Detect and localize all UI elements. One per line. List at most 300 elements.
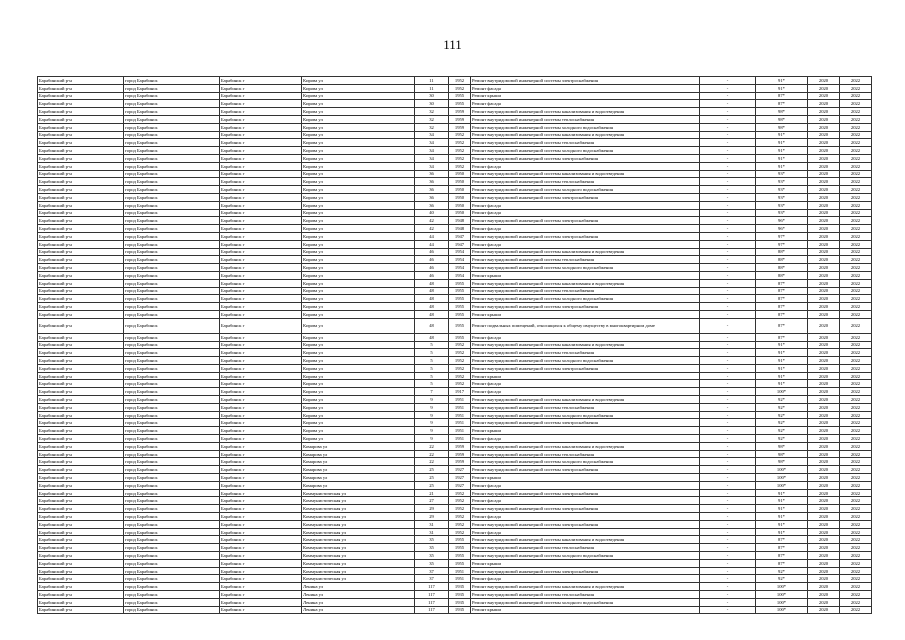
- cell-year-from: 2020: [808, 77, 840, 85]
- cell-street: Коммунистическая ул: [302, 552, 415, 560]
- cell-house: 35: [415, 559, 449, 567]
- cell-settlement: город Барабинск: [124, 256, 220, 264]
- cell-dash: -: [700, 193, 756, 201]
- cell-settlement: город Барабинск: [124, 108, 220, 116]
- cell-work-type: Ремонт внутридомовой инженерной системы канализования и водоотведения: [471, 170, 700, 178]
- cell-year-from: 2020: [808, 123, 840, 131]
- cell-locality: Барабинск г: [220, 559, 302, 567]
- cell-dash: -: [700, 559, 756, 567]
- cell-year-to: 2022: [840, 466, 872, 474]
- cell-work-type: Ремонт фасада: [471, 388, 700, 396]
- table-row: [38, 591, 872, 599]
- cell-wear: 93*: [756, 209, 808, 217]
- table-row: [38, 458, 872, 466]
- cell-year: 1955: [449, 303, 471, 311]
- cell-year-from: 2020: [808, 170, 840, 178]
- cell-dash: -: [700, 427, 756, 435]
- cell-district: Барабинский р-н: [38, 115, 124, 123]
- cell-dash: -: [700, 536, 756, 544]
- cell-street: Коммунистическая ул: [302, 513, 415, 521]
- cell-year-from: 2020: [808, 303, 840, 311]
- cell-work-type: Ремонт внутридомовой инженерной системы холодного водоснабжения: [471, 123, 700, 131]
- cell-locality: Барабинск г: [220, 403, 302, 411]
- cell-year-to: 2022: [840, 559, 872, 567]
- cell-work-type: Ремонт крыши: [471, 474, 700, 482]
- cell-year: 1951: [449, 396, 471, 404]
- cell-year-from: 2020: [808, 357, 840, 365]
- cell-locality: Барабинск г: [220, 318, 302, 333]
- cell-locality: Барабинск г: [220, 435, 302, 443]
- cell-wear: 91*: [756, 341, 808, 349]
- cell-year-to: 2022: [840, 442, 872, 450]
- cell-year-from: 2020: [808, 295, 840, 303]
- cell-district: Барабинский р-н: [38, 552, 124, 560]
- cell-district: Барабинский р-н: [38, 458, 124, 466]
- table-row: [38, 442, 872, 450]
- cell-district: Барабинский р-н: [38, 217, 124, 225]
- cell-year-from: 2020: [808, 544, 840, 552]
- table-row: [38, 240, 872, 248]
- cell-locality: Барабинск г: [220, 536, 302, 544]
- cell-year: 1951: [449, 575, 471, 583]
- cell-locality: Барабинск г: [220, 256, 302, 264]
- cell-year: 1955: [449, 544, 471, 552]
- cell-settlement: город Барабинск: [124, 201, 220, 209]
- cell-district: Барабинский р-н: [38, 341, 124, 349]
- cell-year-from: 2020: [808, 333, 840, 341]
- cell-street: Коммунистическая ул: [302, 536, 415, 544]
- cell-year-from: 2020: [808, 505, 840, 513]
- cell-district: Барабинский р-н: [38, 131, 124, 139]
- table-row: [38, 154, 872, 162]
- table-row: [38, 303, 872, 311]
- cell-district: Барабинский р-н: [38, 232, 124, 240]
- cell-settlement: город Барабинск: [124, 279, 220, 287]
- cell-work-type: Ремонт крыши: [471, 427, 700, 435]
- cell-wear: 87*: [756, 310, 808, 318]
- cell-year: 1935: [449, 591, 471, 599]
- cell-street: Кирова ул: [302, 232, 415, 240]
- cell-wear: 100*: [756, 466, 808, 474]
- cell-locality: Барабинск г: [220, 240, 302, 248]
- cell-locality: Барабинск г: [220, 139, 302, 147]
- cell-dash: -: [700, 357, 756, 365]
- cell-settlement: город Барабинск: [124, 170, 220, 178]
- cell-street: Кирова ул: [302, 271, 415, 279]
- cell-year-from: 2020: [808, 396, 840, 404]
- cell-wear: 100*: [756, 591, 808, 599]
- cell-district: Барабинский р-н: [38, 279, 124, 287]
- cell-district: Барабинский р-н: [38, 318, 124, 333]
- cell-district: Барабинский р-н: [38, 123, 124, 131]
- cell-settlement: город Барабинск: [124, 240, 220, 248]
- cell-district: Барабинский р-н: [38, 303, 124, 311]
- cell-year-to: 2022: [840, 489, 872, 497]
- cell-house: 31: [415, 520, 449, 528]
- cell-work-type: Ремонт внутридомовой инженерной системы холодного водоснабжения: [471, 598, 700, 606]
- cell-settlement: город Барабинск: [124, 357, 220, 365]
- table-row: [38, 349, 872, 357]
- cell-house: 35: [415, 552, 449, 560]
- cell-settlement: город Барабинск: [124, 552, 220, 560]
- table-row: [38, 583, 872, 591]
- cell-street: Коммунистическая ул: [302, 505, 415, 513]
- cell-work-type: Ремонт фасада: [471, 209, 700, 217]
- cell-year-from: 2020: [808, 458, 840, 466]
- cell-wear: 92*: [756, 411, 808, 419]
- cell-district: Барабинский р-н: [38, 271, 124, 279]
- cell-settlement: город Барабинск: [124, 513, 220, 521]
- cell-dash: -: [700, 232, 756, 240]
- cell-settlement: город Барабинск: [124, 474, 220, 482]
- cell-wear: 98*: [756, 442, 808, 450]
- cell-street: Кирова ул: [302, 279, 415, 287]
- cell-wear: 91*: [756, 162, 808, 170]
- cell-work-type: Ремонт внутридомовой инженерной системы электроснабжения: [471, 489, 700, 497]
- cell-district: Барабинский р-н: [38, 606, 124, 614]
- cell-district: Барабинский р-н: [38, 264, 124, 272]
- table-row: [38, 100, 872, 108]
- cell-house: 44: [415, 232, 449, 240]
- cell-year-to: 2022: [840, 380, 872, 388]
- cell-settlement: город Барабинск: [124, 544, 220, 552]
- table-row: [38, 77, 872, 85]
- cell-year-from: 2020: [808, 147, 840, 155]
- cell-house: 5: [415, 341, 449, 349]
- cell-year: 1950: [449, 201, 471, 209]
- cell-locality: Барабинск г: [220, 77, 302, 85]
- cell-year-to: 2022: [840, 372, 872, 380]
- cell-year: 1959: [449, 115, 471, 123]
- cell-district: Барабинский р-н: [38, 84, 124, 92]
- cell-house: 35: [415, 536, 449, 544]
- cell-house: 11: [415, 84, 449, 92]
- cell-street: Кирова ул: [302, 372, 415, 380]
- cell-year: 1952: [449, 139, 471, 147]
- table-row: [38, 147, 872, 155]
- cell-year: 1955: [449, 536, 471, 544]
- cell-wear: 92*: [756, 419, 808, 427]
- cell-wear: 100*: [756, 583, 808, 591]
- table-row: [38, 256, 872, 264]
- cell-district: Барабинский р-н: [38, 544, 124, 552]
- cell-district: Барабинский р-н: [38, 505, 124, 513]
- cell-locality: Барабинск г: [220, 575, 302, 583]
- cell-locality: Барабинск г: [220, 264, 302, 272]
- cell-work-type: Ремонт крыши: [471, 271, 700, 279]
- cell-street: Кирова ул: [302, 225, 415, 233]
- cell-house: 11: [415, 77, 449, 85]
- table-row: [38, 341, 872, 349]
- cell-work-type: Ремонт фасада: [471, 435, 700, 443]
- cell-year: 1952: [449, 349, 471, 357]
- cell-wear: 88*: [756, 264, 808, 272]
- cell-dash: -: [700, 419, 756, 427]
- cell-dash: -: [700, 295, 756, 303]
- cell-work-type: Ремонт внутридомовой инженерной системы электроснабжения: [471, 364, 700, 372]
- cell-work-type: Ремонт фасада: [471, 240, 700, 248]
- cell-dash: -: [700, 287, 756, 295]
- table-row: [38, 536, 872, 544]
- table-row: [38, 450, 872, 458]
- cell-street: Кирова ул: [302, 333, 415, 341]
- cell-street: Коммунистическая ул: [302, 544, 415, 552]
- cell-year-from: 2020: [808, 341, 840, 349]
- table-row: [38, 92, 872, 100]
- cell-locality: Барабинск г: [220, 598, 302, 606]
- table-row: [38, 567, 872, 575]
- cell-dash: -: [700, 552, 756, 560]
- cell-house: 34: [415, 147, 449, 155]
- cell-street: Комарова ул: [302, 474, 415, 482]
- cell-house: 46: [415, 264, 449, 272]
- cell-settlement: город Барабинск: [124, 403, 220, 411]
- cell-settlement: город Барабинск: [124, 193, 220, 201]
- cell-year-from: 2020: [808, 115, 840, 123]
- cell-year-from: 2020: [808, 162, 840, 170]
- cell-year-from: 2020: [808, 559, 840, 567]
- cell-year: 1927: [449, 481, 471, 489]
- cell-street: Кирова ул: [302, 411, 415, 419]
- cell-year-from: 2020: [808, 217, 840, 225]
- cell-locality: Барабинск г: [220, 310, 302, 318]
- cell-year: 1955: [449, 310, 471, 318]
- table-row: [38, 559, 872, 567]
- cell-year-to: 2022: [840, 232, 872, 240]
- cell-street: Кирова ул: [302, 287, 415, 295]
- table-body: [38, 77, 872, 614]
- cell-locality: Барабинск г: [220, 287, 302, 295]
- cell-district: Барабинский р-н: [38, 567, 124, 575]
- cell-street: Кирова ул: [302, 396, 415, 404]
- cell-year-from: 2020: [808, 403, 840, 411]
- cell-work-type: Ремонт внутридомовой инженерной системы канализования и водоотведения: [471, 248, 700, 256]
- cell-wear: 87*: [756, 100, 808, 108]
- cell-street: Комарова ул: [302, 466, 415, 474]
- cell-locality: Барабинск г: [220, 147, 302, 155]
- cell-district: Барабинский р-н: [38, 380, 124, 388]
- cell-street: Кирова ул: [302, 209, 415, 217]
- table-row: [38, 193, 872, 201]
- cell-house: 46: [415, 271, 449, 279]
- table-row: [38, 396, 872, 404]
- cell-district: Барабинский р-н: [38, 333, 124, 341]
- cell-year-from: 2020: [808, 271, 840, 279]
- cell-year: 1954: [449, 256, 471, 264]
- cell-settlement: город Барабинск: [124, 232, 220, 240]
- cell-settlement: город Барабинск: [124, 162, 220, 170]
- cell-locality: Барабинск г: [220, 201, 302, 209]
- cell-house: 36: [415, 201, 449, 209]
- table-row: [38, 606, 872, 614]
- cell-settlement: город Барабинск: [124, 419, 220, 427]
- table-row: [38, 411, 872, 419]
- cell-wear: 91*: [756, 372, 808, 380]
- cell-street: Кирова ул: [302, 139, 415, 147]
- cell-dash: -: [700, 139, 756, 147]
- cell-work-type: Ремонт фасада: [471, 380, 700, 388]
- cell-year: 1935: [449, 598, 471, 606]
- cell-dash: -: [700, 474, 756, 482]
- cell-district: Барабинский р-н: [38, 240, 124, 248]
- cell-work-type: Ремонт внутридомовой инженерной системы холодного водоснабжения: [471, 458, 700, 466]
- cell-settlement: город Барабинск: [124, 489, 220, 497]
- cell-settlement: город Барабинск: [124, 520, 220, 528]
- cell-house: 5: [415, 364, 449, 372]
- cell-year-to: 2022: [840, 225, 872, 233]
- cell-street: Комарова ул: [302, 458, 415, 466]
- cell-settlement: город Барабинск: [124, 100, 220, 108]
- cell-year-from: 2020: [808, 264, 840, 272]
- cell-year-to: 2022: [840, 575, 872, 583]
- cell-settlement: город Барабинск: [124, 567, 220, 575]
- cell-locality: Барабинск г: [220, 466, 302, 474]
- cell-wear: 100*: [756, 606, 808, 614]
- cell-locality: Барабинск г: [220, 396, 302, 404]
- cell-settlement: город Барабинск: [124, 295, 220, 303]
- cell-year: 1952: [449, 154, 471, 162]
- cell-year-to: 2022: [840, 474, 872, 482]
- cell-wear: 91*: [756, 84, 808, 92]
- cell-dash: -: [700, 364, 756, 372]
- cell-district: Барабинский р-н: [38, 411, 124, 419]
- cell-year: 1955: [449, 333, 471, 341]
- cell-street: Кирова ул: [302, 427, 415, 435]
- cell-house: 48: [415, 279, 449, 287]
- cell-year-from: 2020: [808, 411, 840, 419]
- cell-dash: -: [700, 154, 756, 162]
- cell-district: Барабинский р-н: [38, 559, 124, 567]
- cell-work-type: Ремонт фасада: [471, 162, 700, 170]
- cell-year: 1935: [449, 606, 471, 614]
- cell-dash: -: [700, 279, 756, 287]
- cell-wear: 96*: [756, 225, 808, 233]
- cell-dash: -: [700, 598, 756, 606]
- cell-year-from: 2020: [808, 209, 840, 217]
- cell-year-to: 2022: [840, 364, 872, 372]
- cell-year-to: 2022: [840, 583, 872, 591]
- cell-year-to: 2022: [840, 411, 872, 419]
- cell-settlement: город Барабинск: [124, 154, 220, 162]
- cell-district: Барабинский р-н: [38, 481, 124, 489]
- cell-district: Барабинский р-н: [38, 466, 124, 474]
- repair-register-table: [37, 76, 872, 614]
- cell-wear: 91*: [756, 380, 808, 388]
- cell-house: 34: [415, 131, 449, 139]
- cell-dash: -: [700, 84, 756, 92]
- cell-year-from: 2020: [808, 427, 840, 435]
- cell-locality: Барабинск г: [220, 442, 302, 450]
- cell-year-from: 2020: [808, 154, 840, 162]
- cell-locality: Барабинск г: [220, 84, 302, 92]
- cell-year-from: 2020: [808, 108, 840, 116]
- cell-settlement: город Барабинск: [124, 364, 220, 372]
- cell-dash: -: [700, 466, 756, 474]
- cell-dash: -: [700, 567, 756, 575]
- cell-district: Барабинский р-н: [38, 474, 124, 482]
- cell-settlement: город Барабинск: [124, 147, 220, 155]
- cell-district: Барабинский р-н: [38, 427, 124, 435]
- cell-settlement: город Барабинск: [124, 458, 220, 466]
- cell-street: Кирова ул: [302, 380, 415, 388]
- table-row: [38, 364, 872, 372]
- cell-year: 1952: [449, 513, 471, 521]
- cell-year: 1954: [449, 248, 471, 256]
- cell-house: 48: [415, 295, 449, 303]
- cell-year-to: 2022: [840, 139, 872, 147]
- cell-dash: -: [700, 92, 756, 100]
- cell-settlement: город Барабинск: [124, 427, 220, 435]
- cell-year: 1950: [449, 186, 471, 194]
- cell-year-from: 2020: [808, 536, 840, 544]
- cell-street: Кирова ул: [302, 310, 415, 318]
- cell-year-from: 2020: [808, 481, 840, 489]
- cell-dash: -: [700, 248, 756, 256]
- cell-year: 1952: [449, 341, 471, 349]
- cell-street: Ленина ул: [302, 583, 415, 591]
- cell-year-to: 2022: [840, 606, 872, 614]
- cell-year-to: 2022: [840, 303, 872, 311]
- cell-wear: 93*: [756, 178, 808, 186]
- table-row: [38, 232, 872, 240]
- cell-work-type: Ремонт внутридомовой инженерной системы холодного водоснабжения: [471, 411, 700, 419]
- cell-year: 1952: [449, 372, 471, 380]
- cell-year-to: 2022: [840, 295, 872, 303]
- cell-year-from: 2020: [808, 380, 840, 388]
- cell-year: 1952: [449, 84, 471, 92]
- cell-work-type: Ремонт внутридомовой инженерной системы теплоснабжения: [471, 139, 700, 147]
- cell-year-to: 2022: [840, 544, 872, 552]
- cell-street: Комарова ул: [302, 450, 415, 458]
- cell-settlement: город Барабинск: [124, 591, 220, 599]
- cell-wear: 93*: [756, 201, 808, 209]
- cell-district: Барабинский р-н: [38, 450, 124, 458]
- cell-district: Барабинский р-н: [38, 248, 124, 256]
- cell-work-type: Ремонт фасада: [471, 201, 700, 209]
- cell-district: Барабинский р-н: [38, 513, 124, 521]
- cell-year-to: 2022: [840, 248, 872, 256]
- cell-year-to: 2022: [840, 84, 872, 92]
- cell-street: Кирова ул: [302, 131, 415, 139]
- cell-street: Кирова ул: [302, 295, 415, 303]
- cell-year-to: 2022: [840, 450, 872, 458]
- cell-work-type: Ремонт внутридомовой инженерной системы электроснабжения: [471, 193, 700, 201]
- cell-year: 1955: [449, 92, 471, 100]
- cell-wear: 87*: [756, 318, 808, 333]
- table-row: [38, 505, 872, 513]
- table-row: [38, 388, 872, 396]
- cell-locality: Барабинск г: [220, 474, 302, 482]
- cell-locality: Барабинск г: [220, 357, 302, 365]
- cell-year-to: 2022: [840, 264, 872, 272]
- cell-house: 25: [415, 474, 449, 482]
- table-row: [38, 575, 872, 583]
- cell-house: 44: [415, 240, 449, 248]
- cell-settlement: город Барабинск: [124, 217, 220, 225]
- cell-house: 9: [415, 427, 449, 435]
- cell-year: 1954: [449, 271, 471, 279]
- cell-dash: -: [700, 333, 756, 341]
- cell-wear: 92*: [756, 427, 808, 435]
- cell-year-to: 2022: [840, 131, 872, 139]
- cell-year: 1955: [449, 295, 471, 303]
- cell-wear: 91*: [756, 520, 808, 528]
- cell-year-to: 2022: [840, 552, 872, 560]
- cell-year-to: 2022: [840, 341, 872, 349]
- cell-year: 1959: [449, 123, 471, 131]
- cell-dash: -: [700, 411, 756, 419]
- cell-locality: Барабинск г: [220, 497, 302, 505]
